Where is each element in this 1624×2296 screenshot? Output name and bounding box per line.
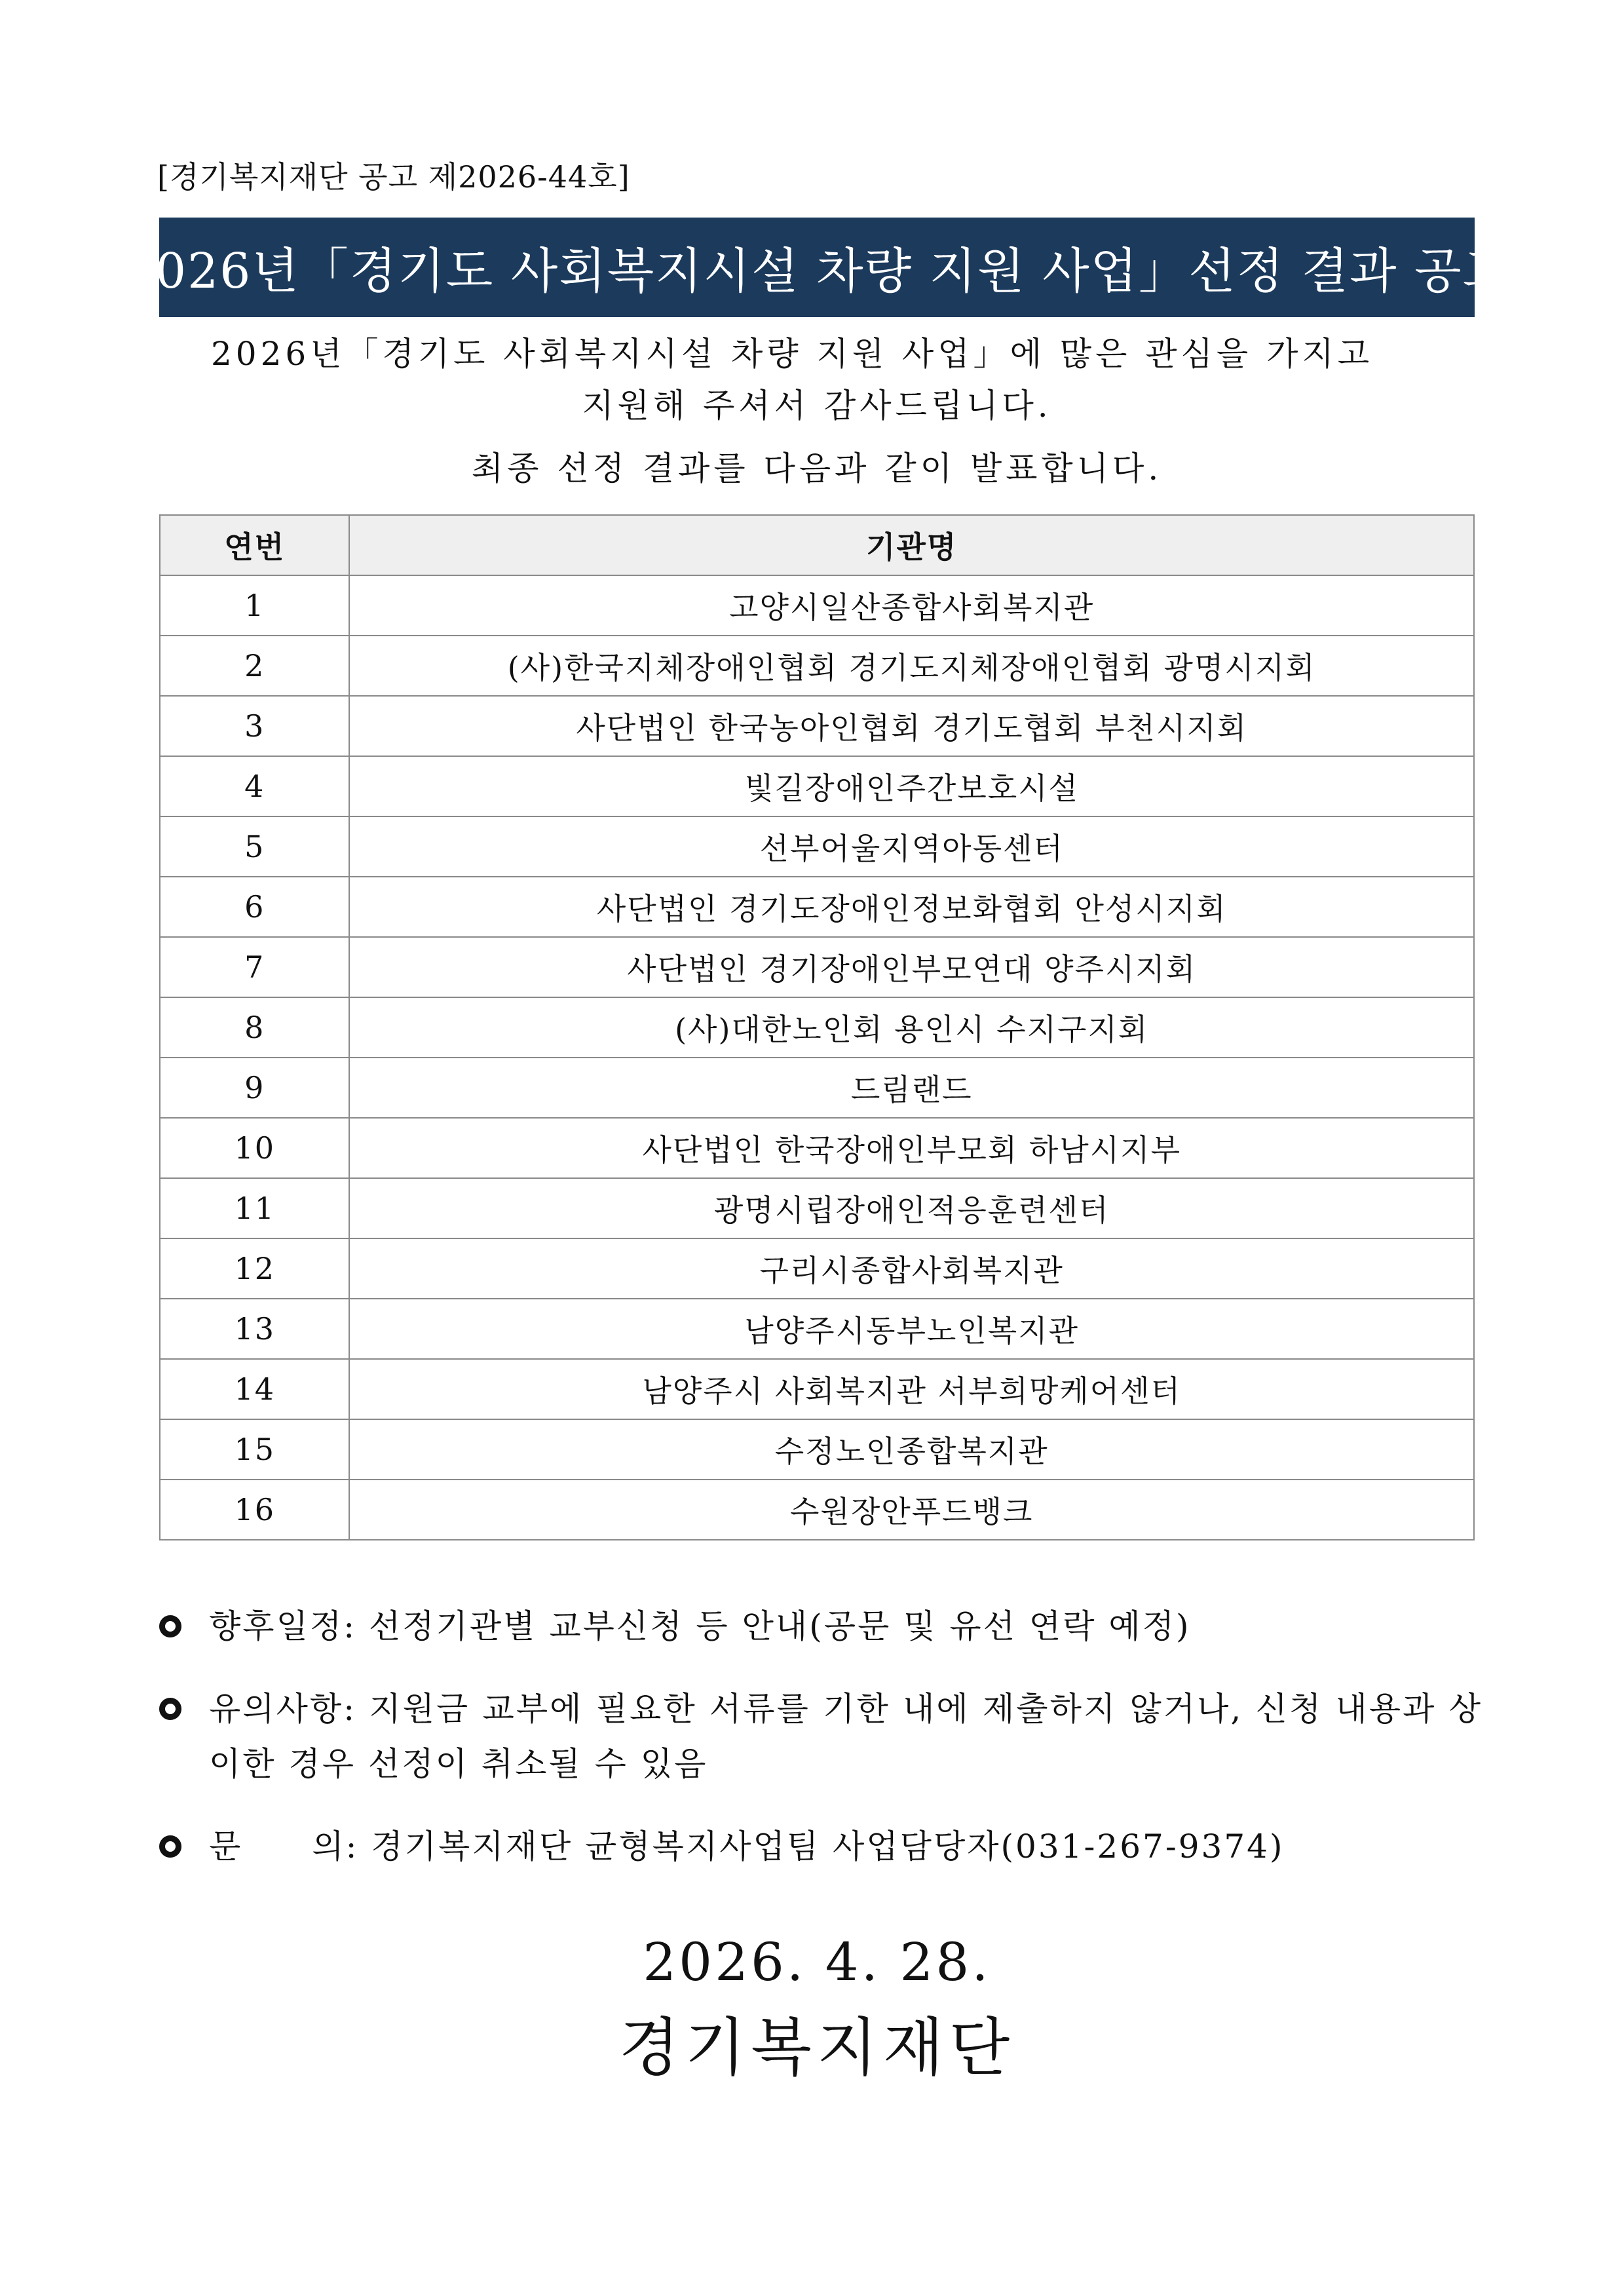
table-row bbox=[160, 1359, 1474, 1419]
announcement-title: 2026년「경기도 사회복지시설 차량 지원 사업」선정 결과 공고 bbox=[123, 243, 1511, 299]
organization-name: 사단법인 한국농아인협회 경기도협회 부천시지회 bbox=[349, 696, 1474, 756]
table-row bbox=[160, 1238, 1474, 1299]
organization-name: 남양주시동부노인복지관 bbox=[349, 1299, 1474, 1359]
table-body bbox=[160, 575, 1474, 1540]
column-header-organization: 기관명 bbox=[349, 515, 1474, 575]
organization-name: 사단법인 경기장애인부모연대 양주시지회 bbox=[349, 937, 1474, 997]
note-schedule bbox=[159, 1599, 1482, 1654]
organization-name: 빛길장애인주간보호시설 bbox=[349, 756, 1474, 816]
document-number: [경기복지재단 공고 제2026-44호] bbox=[157, 159, 630, 195]
table-row bbox=[160, 1480, 1474, 1540]
row-number: 9 bbox=[160, 1058, 349, 1118]
row-number: 1 bbox=[160, 575, 349, 636]
circle-bullet-icon bbox=[159, 1615, 181, 1637]
table-row bbox=[160, 1178, 1474, 1238]
row-number: 15 bbox=[160, 1419, 349, 1480]
intro-line-3: 최종 선정 결과를 다음과 같이 발표합니다. bbox=[471, 450, 1163, 488]
row-number: 13 bbox=[160, 1299, 349, 1359]
organization-name: 사단법인 한국장애인부모회 하남시지부 bbox=[349, 1118, 1474, 1178]
table-row bbox=[160, 997, 1474, 1058]
table-row bbox=[160, 1118, 1474, 1178]
intro-line-2: 지원해 주셔서 감사드립니다. bbox=[582, 387, 1052, 425]
note-schedule-text: 향후일정: 선정기관별 교부신청 등 안내(공문 및 유선 연락 예정) bbox=[209, 1607, 1191, 1645]
notes-section bbox=[159, 1599, 1482, 1902]
organization-name: 드림랜드 bbox=[349, 1058, 1474, 1118]
note-inquiry-body bbox=[209, 1819, 1482, 1874]
circle-bullet-icon bbox=[159, 1835, 181, 1858]
table-row bbox=[160, 756, 1474, 816]
organization-name: 수정노인종합복지관 bbox=[349, 1419, 1474, 1480]
table-row bbox=[160, 937, 1474, 997]
circle-bullet-icon bbox=[159, 1698, 181, 1720]
row-number: 12 bbox=[160, 1238, 349, 1299]
row-number: 3 bbox=[160, 696, 349, 756]
table-row bbox=[160, 636, 1474, 696]
organization-name: (사)대한노인회 용인시 수지구지회 bbox=[349, 997, 1474, 1058]
note-caution-text: 유의사항: 지원금 교부에 필요한 서류를 기한 내에 제출하지 않거나, 신청 내용과 상이한 경우 선정이 취소될 수 있음 bbox=[209, 1690, 1482, 1783]
row-number: 6 bbox=[160, 877, 349, 937]
table-row bbox=[160, 877, 1474, 937]
issuing-organization: 경기복지재단 bbox=[618, 2011, 1015, 2084]
row-number: 2 bbox=[160, 636, 349, 696]
table-row bbox=[160, 1299, 1474, 1359]
row-number: 11 bbox=[160, 1178, 349, 1238]
table-row bbox=[160, 1419, 1474, 1480]
organization-name: 선부어울지역아동센터 bbox=[349, 816, 1474, 877]
note-caution bbox=[159, 1681, 1482, 1791]
organization-name: 구리시종합사회복지관 bbox=[349, 1238, 1474, 1299]
organization-name: (사)한국지체장애인협회 경기도지체장애인협회 광명시지회 bbox=[349, 636, 1474, 696]
organization-name: 광명시립장애인적응훈련센터 bbox=[349, 1178, 1474, 1238]
row-number: 4 bbox=[160, 756, 349, 816]
table-row bbox=[160, 696, 1474, 756]
organization-name: 고양시일산종합사회복지관 bbox=[349, 575, 1474, 636]
row-number: 10 bbox=[160, 1118, 349, 1178]
row-number: 8 bbox=[160, 997, 349, 1058]
row-number: 7 bbox=[160, 937, 349, 997]
announcement-date: 2026. 4. 28. bbox=[643, 1932, 991, 1993]
inquiry-label: 문 의: bbox=[209, 1827, 359, 1866]
row-number: 14 bbox=[160, 1359, 349, 1419]
inquiry-contact: 경기복지재단 균형복지사업팀 사업담당자(031-267-9374) bbox=[371, 1827, 1285, 1866]
organization-name: 수원장안푸드뱅크 bbox=[349, 1480, 1474, 1540]
row-number: 16 bbox=[160, 1480, 349, 1540]
note-inquiry bbox=[159, 1819, 1482, 1874]
table-row bbox=[160, 816, 1474, 877]
announcement-title-banner bbox=[123, 218, 1511, 317]
intro-line-1: 2026년「경기도 사회복지시설 차량 지원 사업」에 많은 관심을 가지고 bbox=[211, 335, 1373, 373]
table-row bbox=[160, 575, 1474, 636]
organization-name: 사단법인 경기도장애인정보화협회 안성시지회 bbox=[349, 877, 1474, 937]
organization-name: 남양주시 사회복지관 서부희망케어센터 bbox=[349, 1359, 1474, 1419]
table-header-row bbox=[160, 515, 1474, 575]
selection-results-table bbox=[159, 514, 1475, 1540]
row-number: 5 bbox=[160, 816, 349, 877]
table-row bbox=[160, 1058, 1474, 1118]
column-header-number: 연번 bbox=[160, 515, 349, 575]
